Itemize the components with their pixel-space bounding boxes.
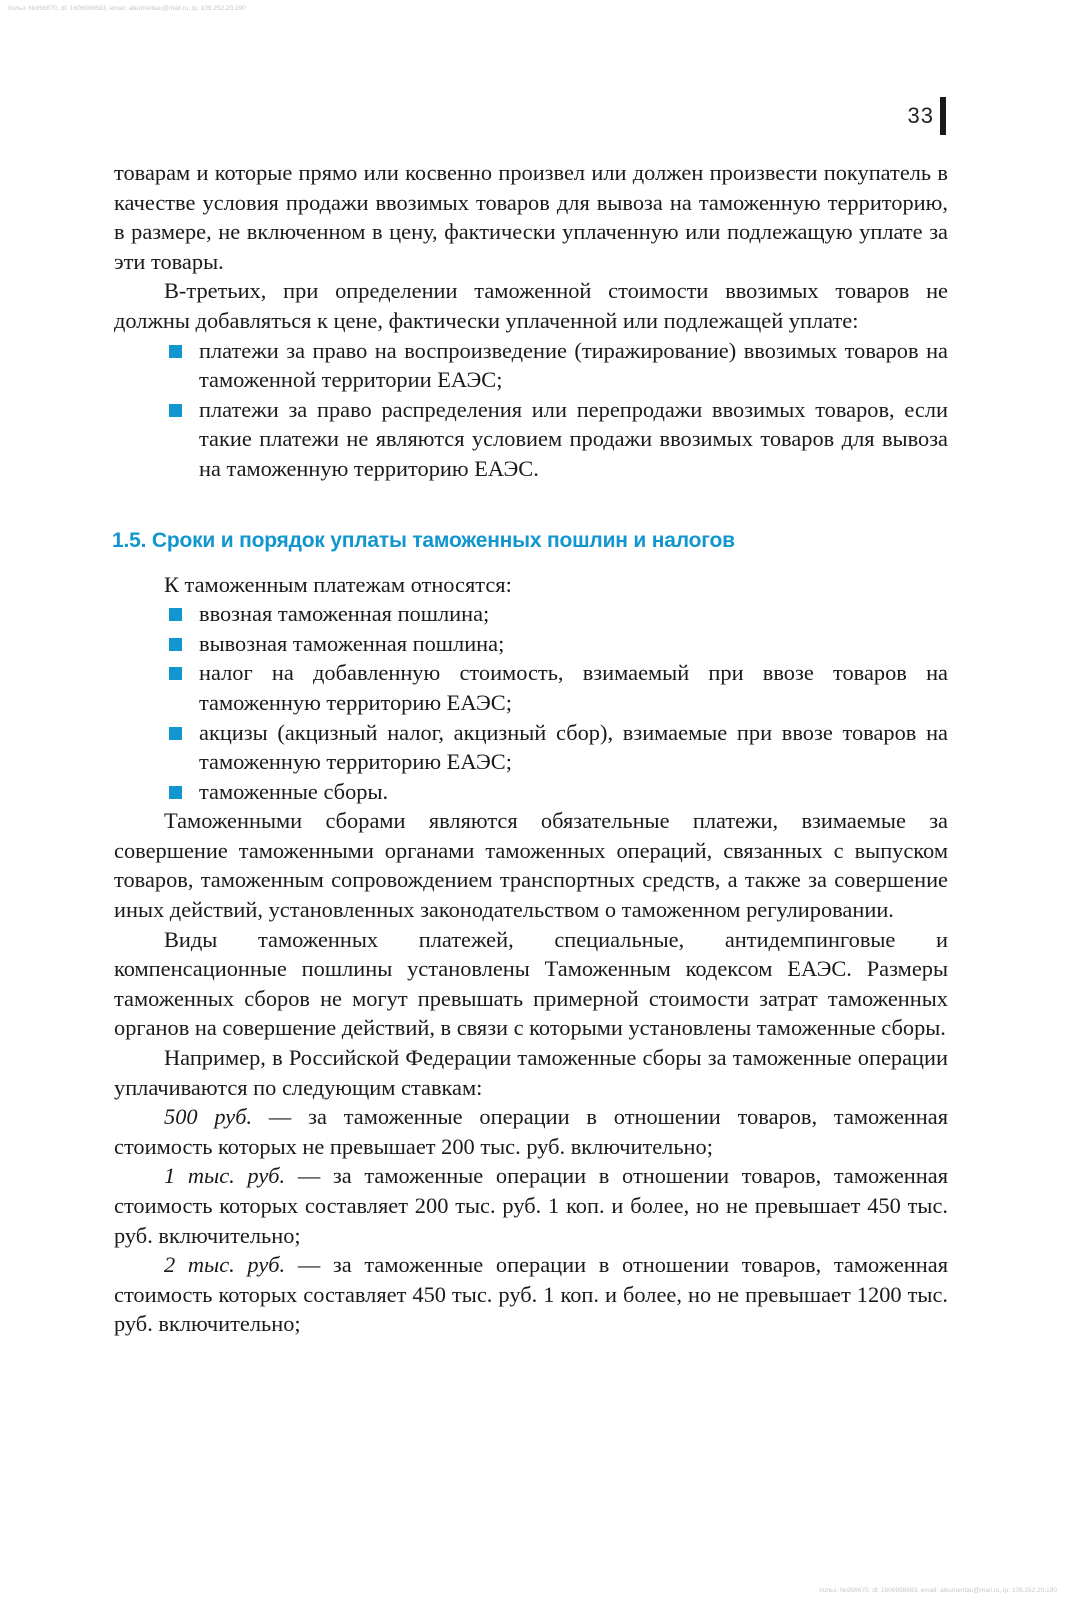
list-item (199, 777, 948, 807)
list-item-text: вывозная таможенная пошлина; (199, 630, 505, 656)
list-item (199, 629, 948, 659)
list-item-text: платежи за право на воспроизведение (тиражирование) ввозимых товаров на таможенной территории ЕАЭС; (199, 337, 948, 393)
bullet-square-icon (169, 345, 182, 358)
page-number-bar (940, 97, 946, 135)
section-intro: К таможенным платежам относятся: (164, 571, 512, 597)
bullet-square-icon (169, 667, 182, 680)
paragraph-continuation: товарам и которые прямо или косвенно произвел или должен произвести покупатель в качестве условия продажи ввозимых товаров для вывоза на таможенную территорию, в размере, не включенном в цену, фактически уплаченную или подлежащую уплате за эти товары. (114, 160, 948, 274)
bullet-square-icon (169, 404, 182, 417)
watermark-top: польз. №956670, dl: 1606998683, email: alkumentau@mail.ru, ip: 109.252.20.190 (8, 5, 246, 12)
list-item (199, 395, 948, 484)
bullet-square-icon (169, 727, 182, 740)
rate-amount: 500 руб. (164, 1104, 253, 1130)
list-item (199, 599, 948, 629)
rate-item (114, 1102, 948, 1161)
page-number: 33 (907, 103, 934, 128)
list-item-text: таможенные сборы. (199, 778, 389, 804)
list-item-text: платежи за право распределения или перепродажи ввозимых товаров, если такие платежи не являются условием продажи ввозимых товаров для вывоза на таможенную территорию ЕАЭС. (199, 396, 948, 481)
paragraph-example: Например, в Российской Федерации таможенные сборы за таможенные операции уплачиваются по следующим ставкам: (114, 1045, 948, 1100)
list-item (199, 658, 948, 717)
bullet-square-icon (169, 638, 182, 651)
page-content (114, 158, 948, 1339)
paragraph-third: В-третьих, при определении таможенной стоимости ввозимых товаров не должны добавляться к цене, фактически уплаченной или подлежащей уплате: (114, 278, 948, 333)
paragraph-customs-fees: Таможенными сборами являются обязательные платежи, взимаемые за совершение таможенными органами таможенных операций, связанных с выпуском товаров, таможенным сопровождением транспортных средств, а также за совершение иных действий, установленных законодательством о таможенном регулировании. (114, 808, 948, 923)
list-item-text: налог на добавленную стоимость, взимаемый при ввозе товаров на таможенную территорию ЕАЭС; (199, 660, 948, 715)
list-item-text: акцизы (акцизный налог, акцизный сбор), взимаемые при ввозе товаров на таможенную территорию ЕАЭС; (199, 719, 948, 775)
list-item (199, 336, 948, 395)
rate-text: — за таможенные операции в отношении товаров, таможенная стоимость которых составляет 450 тыс. руб. 1 коп. и более, но не превышает 1200 тыс. руб. включительно; (114, 1252, 948, 1337)
bullet-square-icon (169, 608, 182, 621)
watermark-bottom: польз. №956670, dl: 1606998683, email: alkumentau@mail.ru, ip: 109.252.20.190 (819, 1587, 1057, 1594)
rate-amount: 1 тыс. руб. (164, 1163, 286, 1189)
rate-text: — за таможенные операции в отношении товаров, таможенная стоимость которых не превышает 200 тыс. руб. включительно; (114, 1104, 948, 1159)
bullet-list-top (114, 336, 948, 484)
rate-text: — за таможенные операции в отношении товаров, таможенная стоимость которых составляет 200 тыс. руб. 1 коп. и более, но не превышает 450 тыс. руб. включительно; (114, 1163, 948, 1248)
section-heading: 1.5. Сроки и порядок уплаты таможенных пошлин и налогов (112, 528, 735, 552)
list-item (199, 718, 948, 777)
rate-amount: 2 тыс. руб. (164, 1252, 286, 1278)
bullet-list-payments (114, 599, 948, 806)
rate-item (114, 1250, 948, 1339)
rate-item (114, 1161, 948, 1250)
paragraph-payment-types: Виды таможенных платежей, специальные, антидемпинговые и компенсационные пошлины установлены Таможенным кодексом ЕАЭС. Размеры таможенных сборов не могут превышать примерной стоимости затрат таможенных органов на совершение действий, в связи с которыми установлены таможенные сборы. (114, 926, 948, 1041)
list-item-text: ввозная таможенная пошлина; (199, 601, 490, 627)
bullet-square-icon (169, 786, 182, 799)
